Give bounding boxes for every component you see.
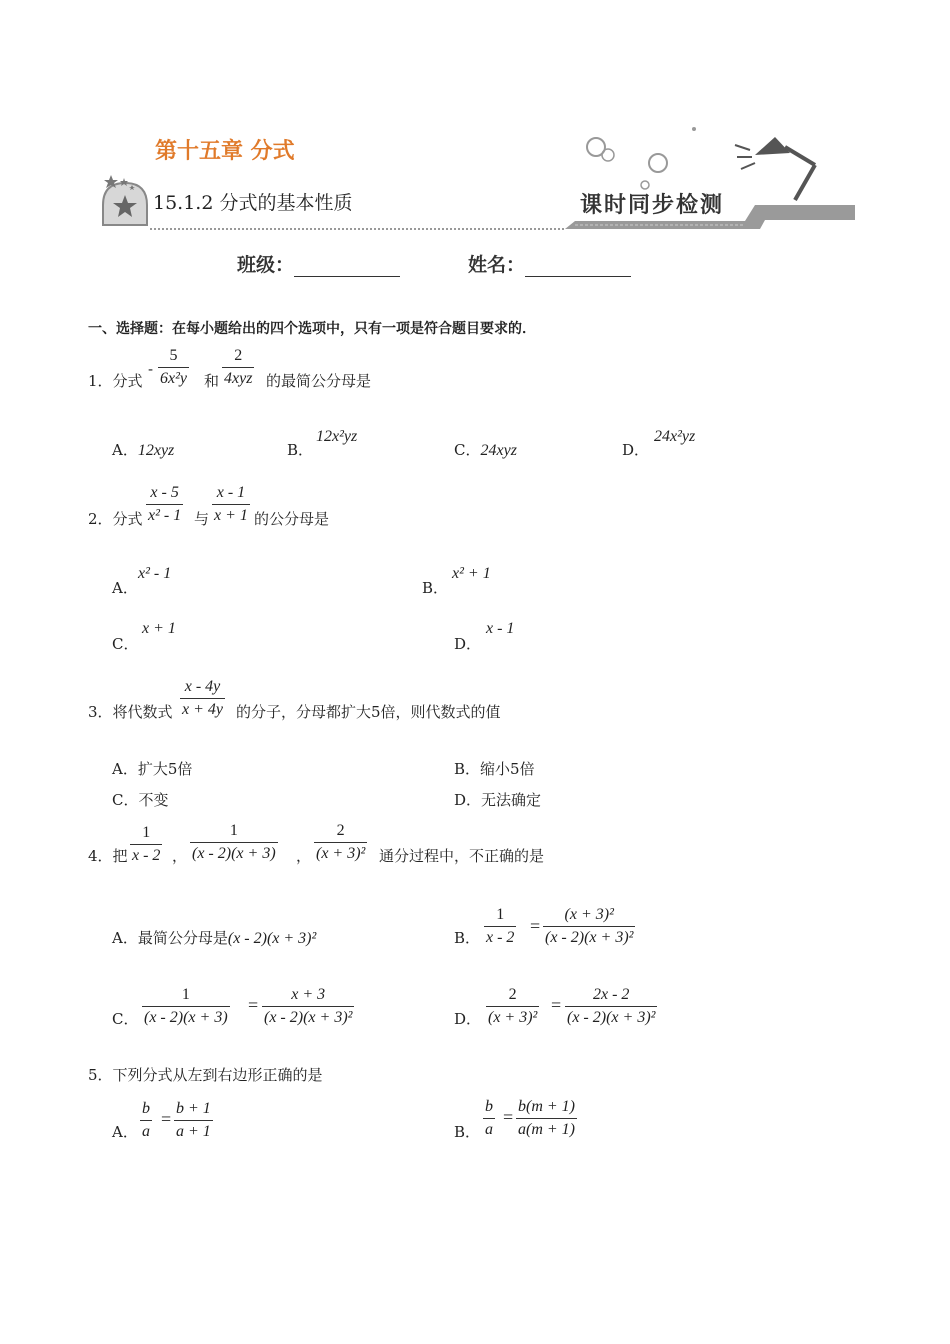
q4-a-text: 最简公分母是 xyxy=(137,929,228,947)
q1-f2-den: 4xyz xyxy=(222,367,254,388)
q4-sep-2: ， xyxy=(296,847,312,865)
q5-a-equals: = xyxy=(161,1109,172,1129)
q1-c-label: C． xyxy=(454,441,481,459)
q1-option-b-label[interactable]: B． xyxy=(287,441,314,459)
q2-option-d-label[interactable]: D． xyxy=(454,635,482,653)
q4-a-label: A． xyxy=(112,929,138,947)
q4-b-right xyxy=(543,906,635,947)
q4-f3-num: 2 xyxy=(336,822,345,839)
q1-minus: - xyxy=(148,360,154,378)
q4-c-right xyxy=(262,986,354,1027)
q4-f3-den: (x + 3)² xyxy=(314,842,367,863)
q4-fraction-1 xyxy=(130,824,162,865)
q3-pre: 将代数式 xyxy=(112,703,173,721)
name-blank[interactable] xyxy=(525,256,631,277)
q3-post: 的分子，分母都扩大5倍，则代数式的值 xyxy=(236,703,501,721)
q5-b-l-num: b xyxy=(485,1098,493,1115)
q3-f-den: x + 4y xyxy=(180,698,225,719)
q3-stem xyxy=(88,702,173,722)
q4-sep-1: ， xyxy=(172,847,188,865)
q4-c-l-den: (x - 2)(x + 3) xyxy=(142,1006,230,1027)
q4-post: 通分过程中，不正确的是 xyxy=(379,847,545,865)
q1-option-a[interactable] xyxy=(112,440,174,461)
q1-fraction-1 xyxy=(158,347,189,388)
q5-a-right xyxy=(174,1100,213,1141)
q2-f2-num: x - 1 xyxy=(216,484,246,501)
q4-d-right xyxy=(565,986,657,1027)
q4-f1-num: 1 xyxy=(142,824,151,841)
q4-b-equals: = xyxy=(530,916,541,936)
q5-b-equals: = xyxy=(503,1107,514,1127)
q4-d-l-den: (x + 3)² xyxy=(486,1006,539,1027)
q1-number: 1． xyxy=(88,372,113,390)
q2-number: 2． xyxy=(88,510,113,528)
q4-fraction-2 xyxy=(190,822,278,863)
q3-c-label: C． xyxy=(112,791,139,809)
class-field xyxy=(237,250,400,277)
q3-number: 3． xyxy=(88,703,113,721)
q3-b-label: B． xyxy=(454,760,481,778)
q5-b-left xyxy=(483,1098,495,1139)
q1-a-value: 12xyz xyxy=(137,442,175,459)
q4-f1-den: x - 2 xyxy=(130,844,162,865)
q2-b-value: x² + 1 xyxy=(452,565,491,582)
q4-d-equals: = xyxy=(551,995,562,1015)
q4-c-r-den: (x - 2)(x + 3)² xyxy=(262,1006,354,1027)
q2-pre: 分式 xyxy=(112,510,143,528)
q2-option-b-label[interactable]: B． xyxy=(422,579,449,597)
q2-d-value: x - 1 xyxy=(486,620,515,637)
q4-pre: 把 xyxy=(112,847,128,865)
q1-c-value: 24xyz xyxy=(480,442,517,459)
q2-c-value: x + 1 xyxy=(142,620,176,637)
q1-stem xyxy=(88,371,143,391)
q4-option-d-label[interactable]: D． xyxy=(454,1010,482,1028)
q4-d-r-den: (x - 2)(x + 3)² xyxy=(565,1006,657,1027)
q5-a-l-num: b xyxy=(142,1100,150,1117)
q2-f2-den: x + 1 xyxy=(212,504,250,525)
q2-stem xyxy=(88,509,143,529)
q1-option-c[interactable] xyxy=(454,440,517,461)
q4-stem xyxy=(88,846,128,866)
q2-option-c-label[interactable]: C． xyxy=(112,635,139,653)
q4-c-equals: = xyxy=(248,995,259,1015)
q5-text: 下列分式从左到右边形正确的是 xyxy=(112,1066,323,1084)
name-field xyxy=(468,250,631,277)
name-label: 姓名： xyxy=(468,254,526,276)
q1-a-label: A． xyxy=(112,441,138,459)
part-heading: 一、选择题：在每小题给出的四个选项中，只有一项是符合题目要求的． xyxy=(88,321,536,337)
q1-f2-num: 2 xyxy=(234,347,243,364)
section-title: 15.1.2 分式的基本性质 xyxy=(153,192,353,214)
q3-d-label: D． xyxy=(454,791,482,809)
q1-f1-num: 5 xyxy=(169,347,178,364)
q5-a-left xyxy=(140,1100,152,1141)
q1-f1-den: 6x²y xyxy=(158,367,189,388)
q3-a-value: 扩大5倍 xyxy=(137,760,193,778)
q5-a-r-den: a + 1 xyxy=(174,1120,213,1141)
q4-b-l-den: x - 2 xyxy=(484,926,516,947)
q4-number: 4． xyxy=(88,847,113,865)
q3-option-d[interactable] xyxy=(454,790,541,810)
q2-a-value: x² - 1 xyxy=(138,565,172,582)
q4-b-r-num: (x + 3)² xyxy=(564,906,614,923)
q1-post: 的最简公分母是 xyxy=(266,372,372,390)
q5-b-l-den: a xyxy=(483,1118,495,1139)
q4-option-a[interactable] xyxy=(112,928,316,949)
q5-b-r-num: b(m + 1) xyxy=(518,1098,576,1115)
q3-option-b[interactable] xyxy=(454,759,535,779)
q2-fraction-1 xyxy=(146,484,183,525)
class-label: 班级： xyxy=(237,254,295,276)
q4-option-b-label[interactable]: B． xyxy=(454,929,481,947)
q4-d-left xyxy=(486,986,539,1027)
q3-b-value: 缩小5倍 xyxy=(480,760,535,778)
q5-b-r-den: a(m + 1) xyxy=(516,1118,577,1139)
q4-a-expr: (x - 2)(x + 3)² xyxy=(227,930,317,947)
q4-c-r-num: x + 3 xyxy=(291,986,326,1003)
q5-a-r-num: b + 1 xyxy=(176,1100,211,1117)
q4-b-left xyxy=(484,906,516,947)
q4-b-r-den: (x - 2)(x + 3)² xyxy=(543,926,635,947)
class-blank[interactable] xyxy=(294,256,400,277)
q3-c-value: 不变 xyxy=(138,791,169,809)
q4-c-l-num: 1 xyxy=(181,986,190,1003)
q2-option-a-label[interactable]: A． xyxy=(112,579,138,597)
chapter-title: 第十五章 分式 xyxy=(155,139,295,164)
q4-d-l-num: 2 xyxy=(508,986,517,1003)
q1-option-d-label[interactable]: D． xyxy=(622,441,650,459)
q1-fraction-2 xyxy=(222,347,254,388)
q2-post: 的公分母是 xyxy=(254,510,330,528)
q1-b-value: 12x²yz xyxy=(316,428,358,445)
q2-f1-den: x² - 1 xyxy=(146,504,183,525)
banner-title: 课时同步检测 xyxy=(580,192,725,218)
q4-b-l-num: 1 xyxy=(496,906,505,923)
q5-b-right xyxy=(516,1098,577,1139)
q5-stem xyxy=(88,1065,323,1085)
q4-fraction-3 xyxy=(314,822,367,863)
q4-f2-den: (x - 2)(x + 3) xyxy=(190,842,278,863)
q1-d-value: 24x²yz xyxy=(654,428,696,445)
q3-a-label: A． xyxy=(112,760,138,778)
q3-d-value: 无法确定 xyxy=(481,791,542,809)
q3-f-num: x - 4y xyxy=(184,678,221,695)
q4-c-left xyxy=(142,986,230,1027)
q1-and: 和 xyxy=(204,372,220,390)
q1-pre: 分式 xyxy=(112,372,143,390)
q4-option-c-label[interactable]: C． xyxy=(112,1010,139,1028)
q5-option-a-label[interactable]: A． xyxy=(112,1123,138,1141)
q3-fraction xyxy=(180,678,225,719)
q3-option-a[interactable] xyxy=(112,759,192,779)
q2-and: 与 xyxy=(194,510,210,528)
q4-d-r-num: 2x - 2 xyxy=(593,986,630,1003)
q5-a-l-den: a xyxy=(140,1120,152,1141)
q2-fraction-2 xyxy=(212,484,250,525)
q5-option-b-label[interactable]: B． xyxy=(454,1123,481,1141)
q4-f2-num: 1 xyxy=(229,822,238,839)
q2-f1-num: x - 5 xyxy=(150,484,179,501)
q3-option-c[interactable] xyxy=(112,790,169,810)
q5-number: 5． xyxy=(88,1066,113,1084)
